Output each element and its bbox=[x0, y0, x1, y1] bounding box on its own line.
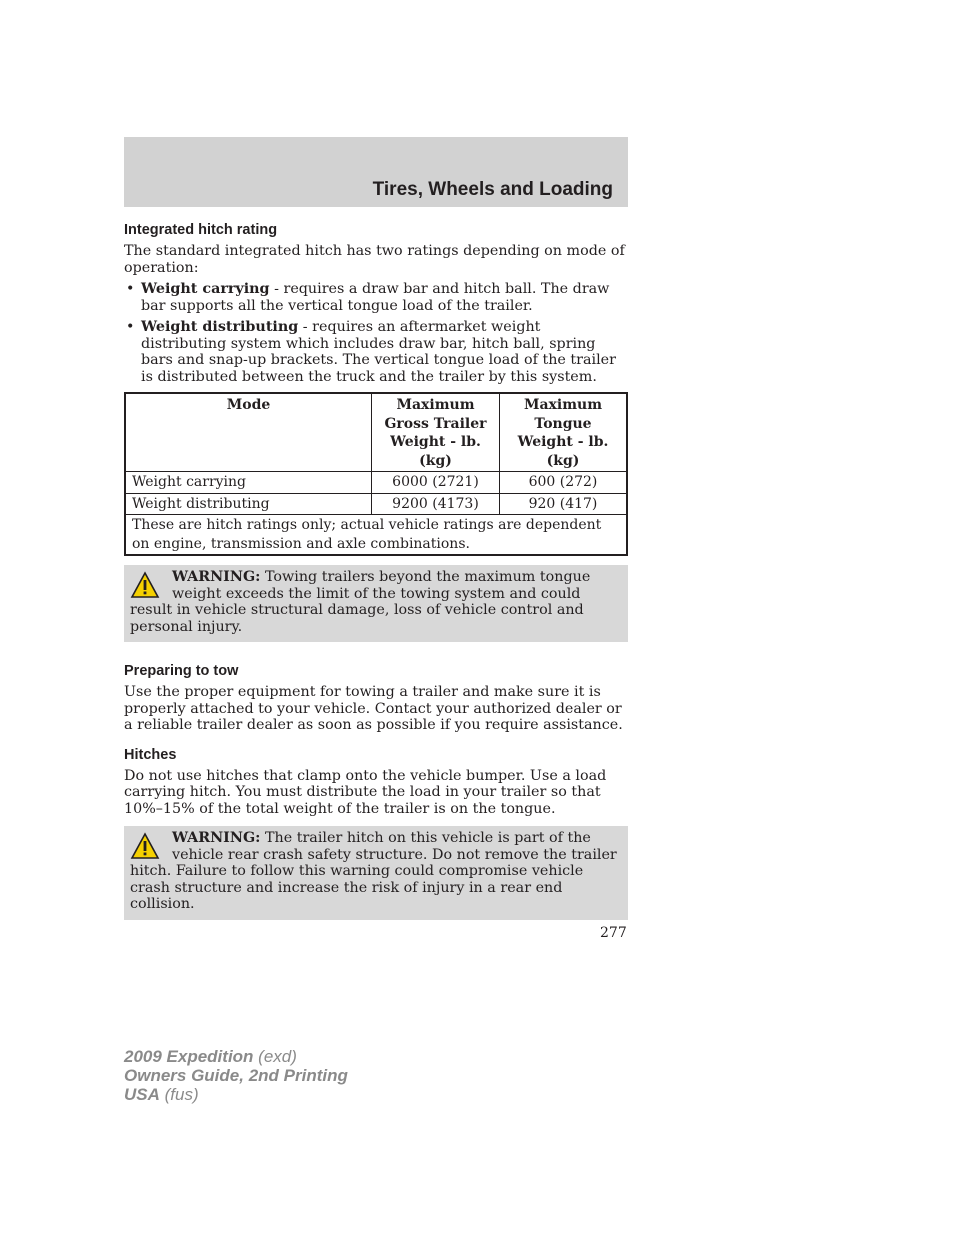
footer bbox=[124, 1047, 348, 1104]
column-header: Maximum Gross Trailer Weight - lb. (kg) bbox=[372, 393, 500, 472]
table-row bbox=[125, 493, 627, 515]
header-band bbox=[124, 137, 628, 207]
section-text: Do not use hitches that clamp onto the vehicle bumper. Use a load carrying hitch. You must distribute the load in your trailer so that 10%–15% of the total weight of the trailer is on the tongue. bbox=[124, 767, 607, 817]
bullet-term: Weight carrying bbox=[141, 281, 270, 297]
table-cell: 9200 (4173) bbox=[372, 493, 500, 515]
table-note: These are hitch ratings only; actual vehicle ratings are dependent on engine, transmission and axle combinations. bbox=[125, 515, 627, 556]
warning-triangle-icon bbox=[130, 832, 160, 860]
column-header: Mode bbox=[125, 393, 372, 472]
bullet-list bbox=[124, 281, 628, 385]
section-heading-preparing-to-tow: Preparing to tow bbox=[124, 663, 239, 679]
section-text: Use the proper equipment for towing a trailer and make sure it is properly attached to your vehicle. Contact your authorized dealer or a reliable trailer dealer as soon as possible if you require assistance. bbox=[124, 684, 623, 733]
table-cell: 920 (417) bbox=[500, 493, 628, 515]
hitch-rating-table bbox=[124, 392, 628, 556]
table-note-row bbox=[125, 515, 627, 556]
list-item: • Weight distributing - requires an aftermarket weight distributing system which includes draw bar, hitch ball, spring bars and snap-up brackets. The vertical tongue load of the trailer is distributed between the truck and the trailer by this system. bbox=[126, 319, 616, 385]
page-number: 277 bbox=[600, 925, 627, 941]
footer-model: 2009 Expedition bbox=[124, 1047, 254, 1066]
list-item: • Weight carrying - requires a draw bar and hitch ball. The draw bar supports all the vertical tongue load of the trailer. bbox=[126, 281, 610, 314]
table-cell: Weight distributing bbox=[125, 493, 372, 515]
warning-text: The trailer hitch on this vehicle is part of the vehicle rear crash safety structure. Do not remove the trailer hitch. Failure to follow this warning could compromise vehicle crash structure and increase the risk of injury in a rear end collision. bbox=[130, 830, 617, 912]
page-title: Tires, Wheels and Loading bbox=[372, 179, 613, 200]
table-cell: 600 (272) bbox=[500, 472, 628, 494]
warning-triangle-icon bbox=[130, 571, 160, 599]
table-cell: Weight carrying bbox=[125, 472, 372, 494]
footer-guide: Owners Guide, 2nd Printing bbox=[124, 1066, 348, 1085]
main-content bbox=[124, 221, 628, 920]
section-heading-hitches: Hitches bbox=[124, 746, 177, 763]
warning-text: Towing trailers beyond the maximum tongue weight exceeds the limit of the towing system and could result in vehicle structural damage, loss of vehicle control and personal injury. bbox=[130, 569, 591, 635]
bullet-text: - requires an aftermarket weight distributing system which includes draw bar, hitch ball, spring bars and snap-up brackets. The vertical tongue load of the trailer is distributed between the truck and the trailer by this system. bbox=[141, 319, 616, 385]
warning-label: WARNING: bbox=[172, 830, 261, 846]
footer-market-code: (fus) bbox=[159, 1085, 199, 1104]
warning-label: WARNING: bbox=[172, 569, 261, 585]
table-cell: 6000 (2721) bbox=[372, 472, 500, 494]
column-header: Maximum Tongue Weight - lb. (kg) bbox=[500, 393, 628, 472]
warning-box bbox=[124, 565, 628, 642]
footer-market: USA bbox=[124, 1085, 160, 1104]
footer-model-code: (exd) bbox=[253, 1047, 297, 1066]
bullet-text: - requires a draw bar and hitch ball. The draw bar supports all the vertical tongue load of the trailer. bbox=[141, 281, 610, 314]
table-header-row bbox=[125, 393, 627, 472]
section-intro: The standard integrated hitch has two ratings depending on mode of operation: bbox=[124, 243, 625, 276]
table-row bbox=[125, 472, 627, 494]
section-heading-integrated-hitch: Integrated hitch rating bbox=[124, 222, 278, 238]
warning-box bbox=[124, 826, 628, 920]
bullet-term: Weight distributing bbox=[141, 319, 299, 335]
